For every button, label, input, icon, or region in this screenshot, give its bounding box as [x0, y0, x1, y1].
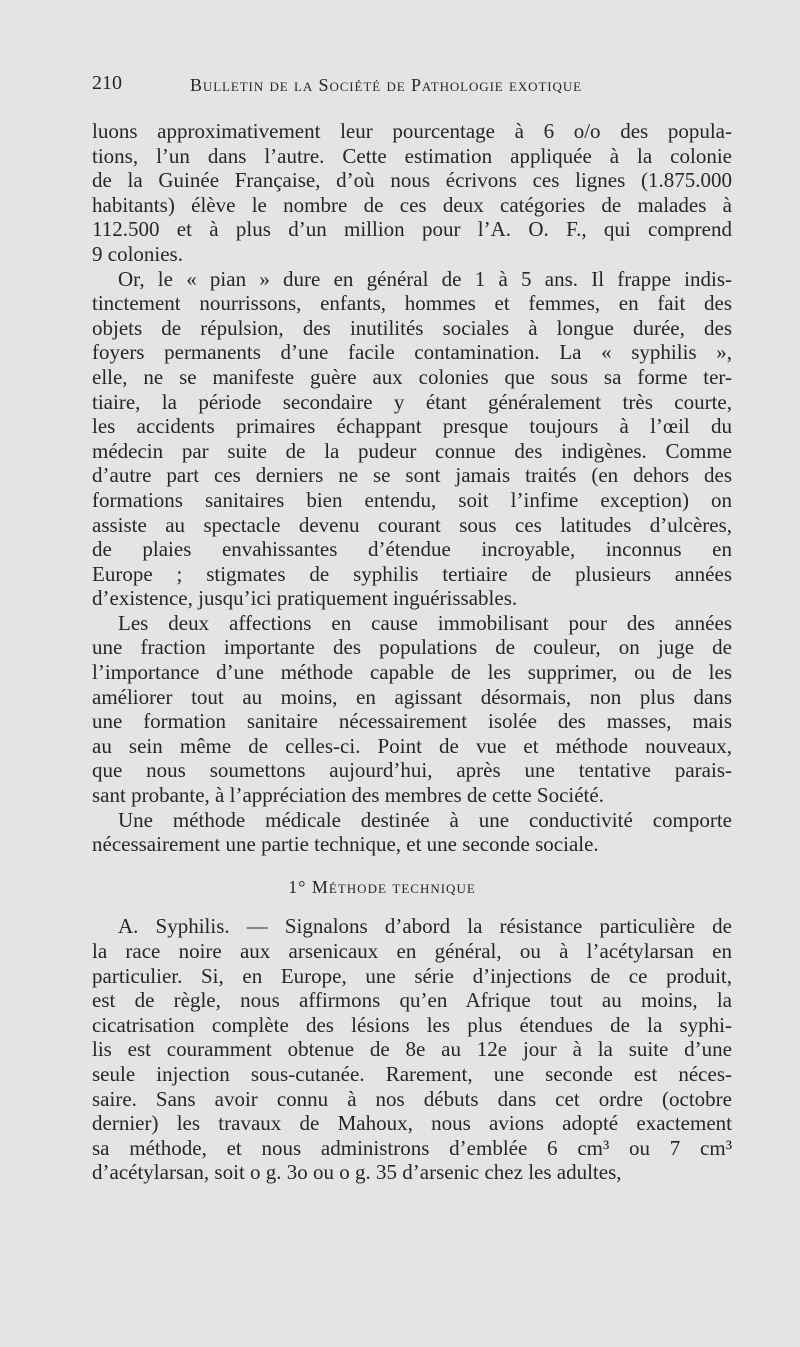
- section-heading: 1° Méthode technique: [288, 876, 476, 897]
- text-line: une formation sanitaire nécessairement isolée des masses, mais: [92, 709, 732, 734]
- text-line: sa méthode, et nous administrons d’emblée 6 cm³ ou 7 cm³: [92, 1135, 732, 1160]
- text-line: 9 colonies.: [92, 241, 183, 266]
- paragraph-p1: [92, 119, 732, 267]
- text-line: les accidents primaires échappant presque toujours à l’œil du: [92, 414, 732, 439]
- text-line: assiste au spectacle devenu courant sous ces latitudes d’ulcères,: [92, 512, 732, 537]
- text-line: habitants) élève le nombre de ces deux catégories de malades à: [92, 192, 732, 217]
- text-line: lis est couramment obtenue de 8e au 12e jour à la suite d’une: [92, 1037, 732, 1062]
- text-line: luons approximativement leur pourcentage à 6 o/o des popula-: [92, 119, 732, 143]
- text-line: de la Guinée Française, d’où nous écrivons ces lignes (1.875.000: [92, 168, 732, 193]
- text-line: tiaire, la période secondaire y étant généralement très courte,: [92, 389, 732, 414]
- text-line: cicatrisation complète des lésions les plus étendues de la syphi-: [92, 1012, 732, 1037]
- body-text: [92, 119, 732, 1185]
- running-title: Bulletin de la Société de Pathologie exotique: [190, 75, 582, 95]
- paragraph-p3: [92, 611, 732, 808]
- text-line: saire. Sans avoir connu à nos débuts dans cet ordre (octobre: [92, 1086, 732, 1111]
- text-line: Une méthode médicale destinée à une conductivité comporte: [118, 807, 732, 832]
- text-line: d’existence, jusqu’ici pratiquement inguérissables.: [92, 586, 518, 611]
- text-line: formations sanitaires bien entendu, soit l’infime exception) on: [92, 487, 732, 512]
- text-line: est de règle, nous affirmons qu’en Afrique tout au moins, la: [92, 988, 732, 1013]
- text-line: Les deux affections en cause immobilisant pour des années: [118, 610, 732, 635]
- text-line: d’autre part ces derniers ne se sont jamais traités (en dehors des: [92, 463, 732, 488]
- paragraph-p2: [92, 267, 732, 611]
- text-line: Europe ; stigmates de syphilis tertiaire de plusieurs années: [92, 561, 732, 586]
- text-line: nécessairement une partie technique, et une seconde sociale.: [92, 832, 599, 857]
- text-line: de plaies envahissantes d’étendue incroyable, inconnus en: [92, 537, 732, 562]
- text-line: une fraction importante des populations de couleur, on juge de: [92, 635, 732, 660]
- text-line: améliorer tout au moins, en agissant désormais, non plus dans: [92, 684, 732, 709]
- text-line: particulier. Si, en Europe, une série d’injections de ce produit,: [92, 963, 732, 988]
- text-line: 112.500 et à plus d’un million pour l’A. O. F., qui comprend: [92, 217, 732, 242]
- text-line: tinctement nourrissons, enfants, hommes et femmes, en fait des: [92, 291, 732, 316]
- text-line: objets de répulsion, des inutilités sociales à longue durée, des: [92, 315, 732, 340]
- text-line: d’acétylarsan, soit o g. 3o ou o g. 35 d’arsenic chez les adultes,: [92, 1160, 622, 1185]
- page-number: 210: [92, 72, 122, 94]
- text-line: la race noire aux arsenicaux en général, ou à l’acétylarsan en: [92, 939, 732, 963]
- paragraph-p4: [92, 808, 732, 857]
- text-line: médecin par suite de la pudeur connue des indigènes. Comme: [92, 438, 732, 463]
- text-line: Or, le « pian » dure en général de 1 à 5 ans. Il frappe indis-: [118, 266, 732, 291]
- text-line: dernier) les travaux de Mahoux, nous avions adopté exactement: [92, 1111, 732, 1136]
- text-line: tions, l’un dans l’autre. Cette estimation appliquée à la colonie: [92, 143, 732, 168]
- text-line: que nous soumettons aujourd’hui, après une tentative parais-: [92, 758, 732, 783]
- text-line: foyers permanents d’une facile contamination. La « syphilis »,: [92, 340, 732, 365]
- text-line: seule injection sous-cutanée. Rarement, une seconde est néces-: [92, 1061, 732, 1086]
- text-line: A. Syphilis. — Signalons d’abord la résistance particulière de: [118, 914, 732, 939]
- text-line: l’importance d’une méthode capable de les supprimer, ou de les: [92, 660, 732, 685]
- paragraph-p5: [92, 914, 732, 1185]
- text-line: elle, ne se manifeste guère aux colonies que sous sa forme ter-: [92, 364, 732, 389]
- text-line: au sein même de celles-ci. Point de vue et méthode nouveaux,: [92, 733, 732, 758]
- text-line: sant probante, à l’appréciation des membres de cette Société.: [92, 783, 604, 808]
